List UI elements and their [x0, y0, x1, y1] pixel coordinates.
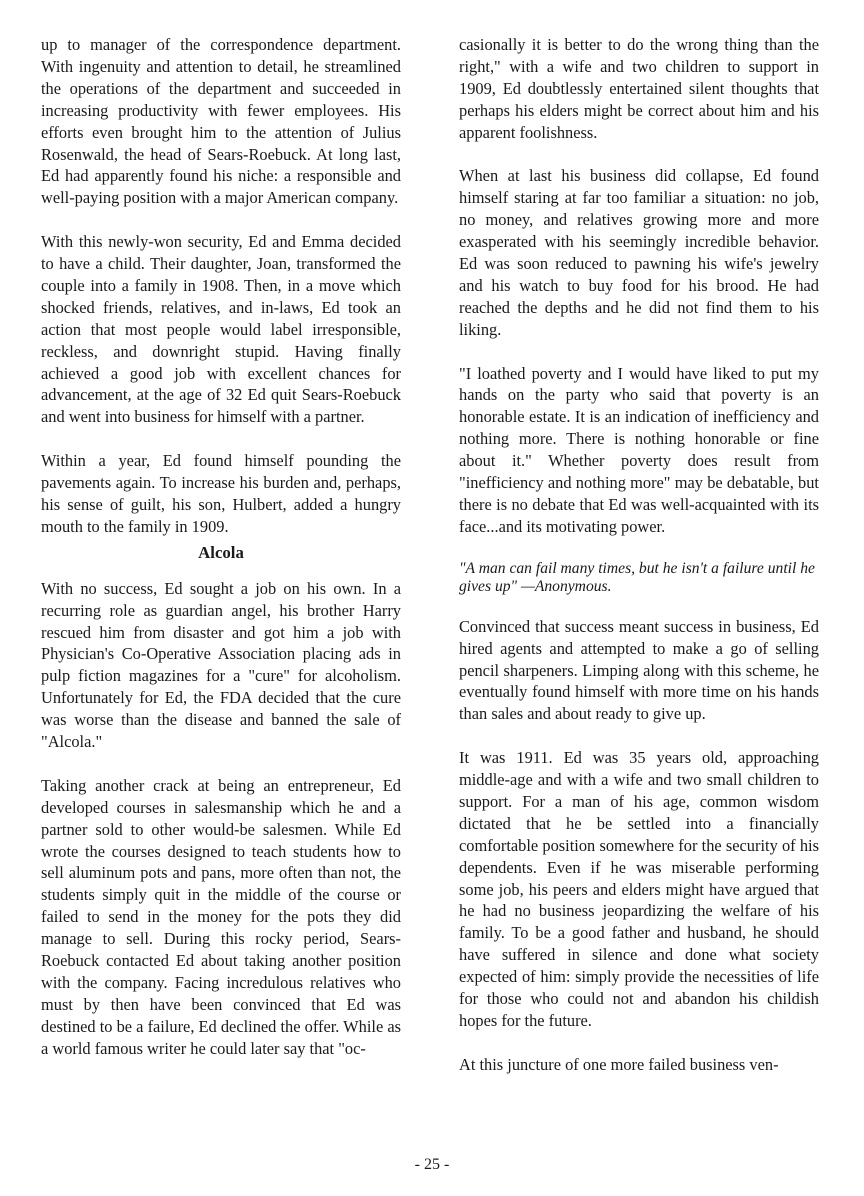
paragraph: Convinced that success meant success in business, Ed hired agents and attempted to make a go of selling pencil sharpeners. Limping along with this scheme, he eventually found himself with more time on his hands than sales and about ready to give up. [459, 616, 819, 724]
paragraph: At this juncture of one more failed business ven- [459, 1054, 779, 1074]
paragraph: When at last his business did collapse, Ed found himself staring at far too familiar a situation: no job, no money, and relatives growing more and more exasperated with his seemingly incredible behavior. Ed was soon reduced to pawning his wife's jewelry and his watch to buy food for his brood. He had reached the depths and he did not find them to his liking. [459, 166, 819, 339]
paragraph: "I loathed poverty and I would have liked to put my hands on the party who said that poverty is an honorable estate. It is an indication of inefficiency and nothing more. There is nothing honorable or fine about it." Whether poverty does result from "inefficiency and nothing more" may be debatable, but there is no debate that Ed was well-acquainted with its face...and its motivating power. [459, 363, 819, 536]
left-column [41, 34, 401, 1060]
paragraph: up to manager of the correspondence department. With ingenuity and attention to detail, he streamlined the operations of the department and succeeded in increasing productivity with fewer employees. His efforts even brought him to the attention of Julius Rosenwald, the head of Sears-Roebuck. At long last, Ed had apparently found his niche: a responsible and well-paying position with a major American company. [41, 35, 401, 208]
right-column [459, 34, 819, 1076]
paragraph: Within a year, Ed found himself pounding the pavements again. To increase his burden and, perhaps, his sense of guilt, his son, Hulbert, added a hungry mouth to the family in 1909. [41, 451, 401, 536]
paragraph: Taking another crack at being an entrepreneur, Ed developed courses in salesmanship which he and a partner sold to other would-be salesmen. While Ed wrote the courses designed to teach students how to sell aluminum pots and pans, more often than not, the students simply quit in the middle of the course or failed to send in the money for the pots they did manage to sell. During this rocky period, Sears-Roebuck contacted Ed about taking another position with the company. Facing incredulous relatives who must by then have been convinced that Ed was destined to be a failure, Ed declined the offer. While as a world famous writer he could later say that "oc- [41, 775, 401, 1058]
page-number: - 25 - [414, 1156, 450, 1173]
paragraph: With this newly-won security, Ed and Emma decided to have a child. Their daughter, Joan, transformed the couple into a family in 1908. Then, in a move which shocked friends, relatives, and in-laws, Ed took an action that most people would label irresponsible, reckless, and downright stupid. Having finally achieved a good job with excellent chances for advancement, at the age of 32 Ed quit Sears-Roebuck and went into business for himself with a partner. [41, 232, 401, 427]
pull-quote: "A man can fail many times, but he isn't a failure until he gives up" —Anonymous. [459, 559, 815, 595]
paragraph: With no success, Ed sought a job on his own. In a recurring role as guardian angel, his brother Harry rescued him from disaster and got him a job with Physician's Co-Operative Association placing ads in pulp fiction magazines for a "cure" for alcoholism. Unfortunately for Ed, the FDA decided that the cure was worse than the disease and banned the sale of "Alcola." [41, 578, 401, 752]
paragraph: It was 1911. Ed was 35 years old, approaching middle-age and with a wife and two small children to support. For a man of his age, common wisdom dictated that he be settled into a financially comfortable position somewhere for the security of his dependents. Even if he was miserable performing some job, his peers and elders might have argued that he had no business jeopardizing the welfare of his family. To be a good father and husband, he should have suffered in silence and done what society expected of him: simply provide the necessities of life for those who could not and abandon his childish hopes for the future. [459, 748, 819, 1030]
paragraph: casionally it is better to do the wrong thing than the right," with a wife and two children to support in 1909, Ed doubtlessly entertained silent thoughts that perhaps his elders might be correct about him and his apparent foolishness. [459, 35, 819, 142]
section-heading: Alcola [198, 542, 244, 562]
